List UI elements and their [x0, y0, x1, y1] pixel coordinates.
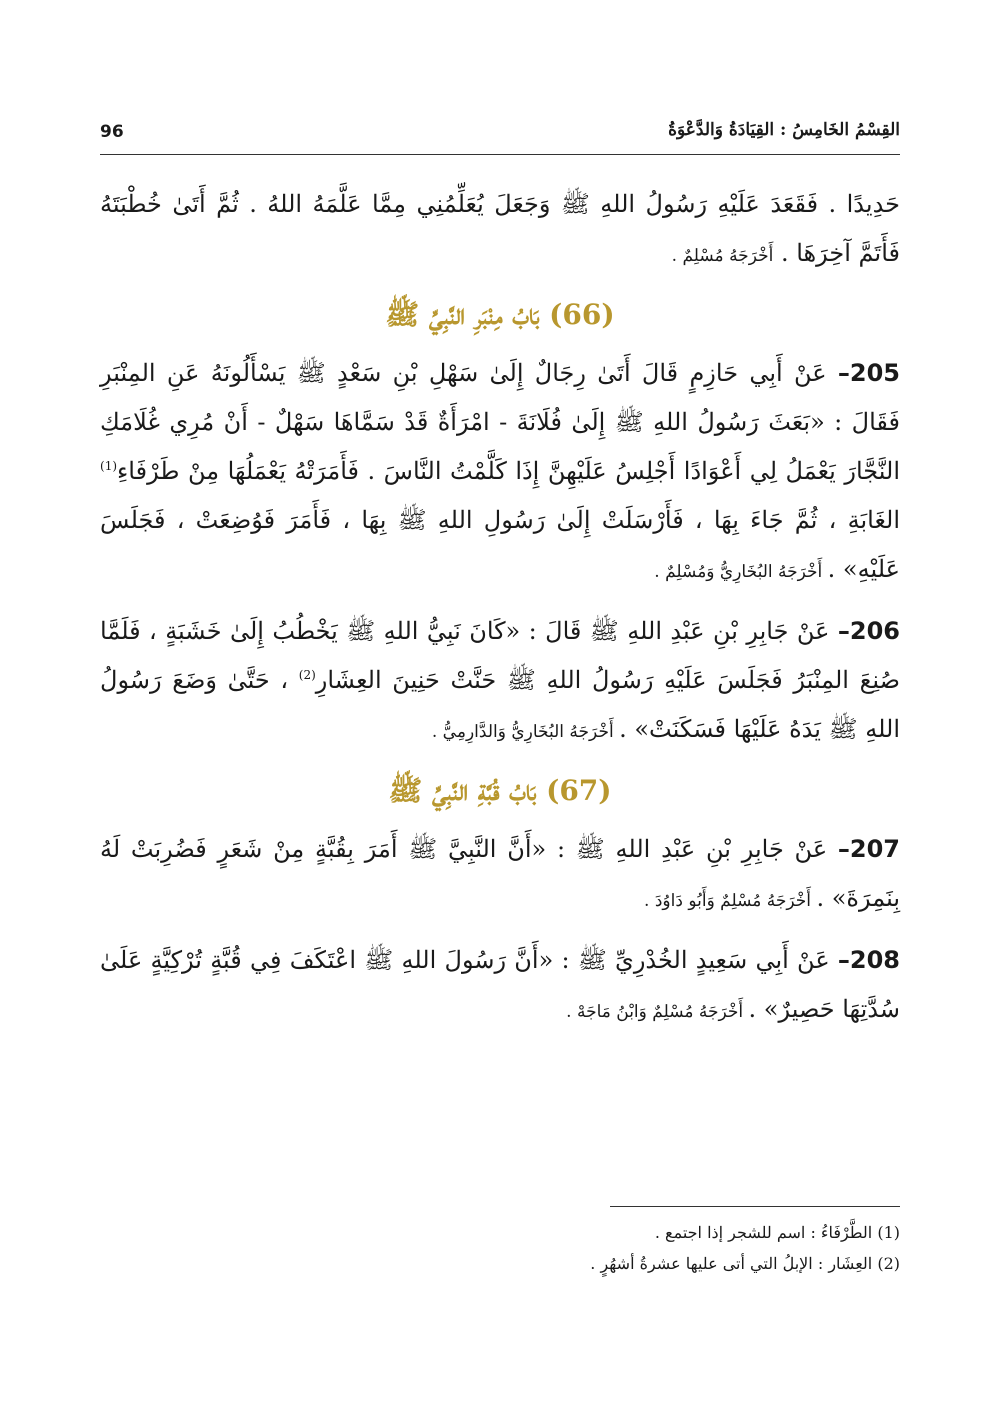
hadith-source: أَخْرَجَهُ البُخَارِيُّ وَمُسْلِمٌ .: [654, 562, 828, 582]
page-number: 96: [100, 122, 124, 142]
hadith-number: 205–: [837, 359, 900, 387]
hadith-number: 206–: [837, 617, 900, 645]
hadith-text: الغَابَةِ ، ثُمَّ جَاءَ بِهَا ، فَأَرْسَلَتْ إِلَىٰ رَسُولِ اللهِ ﷺ بِهَا ، فَأَمَرَ فَوُضِعَتْ ، فَجَلَسَ عَلَيْهِ» .: [100, 506, 900, 583]
intro-text: حَدِيدًا . فَقَعَدَ عَلَيْهِ رَسُولُ اللهِ ﷺ وَجَعَلَ يُعَلِّمُنِي مِمَّا عَلَّمَهُ اللهُ . ثُمَّ أَتَىٰ خُطْبَتَهُ فَأَتَمَّ آخِرَهَا .: [100, 190, 900, 267]
hadith-205: [100, 349, 900, 597]
hadith-text: ، حَتَّىٰ وَضَعَ رَسُولُ اللهِ ﷺ يَدَهُ عَلَيْهَا فَسَكَنَتْ» .: [100, 666, 900, 743]
footnote-ref[interactable]: (1): [100, 459, 118, 473]
hadith-207: [100, 825, 900, 926]
hadith-number: 208–: [837, 946, 900, 974]
hadith-source: أَخْرَجَهُ مُسْلِمٌ وَابْنُ مَاجَهْ .: [566, 1002, 749, 1022]
hadith-source: أَخْرَجَهُ البُخَارِيُّ وَالدَّارِمِيُّ .: [431, 722, 620, 742]
intro-paragraph: [100, 180, 900, 281]
section-heading-67: (67) بَابُ قُبَّةِ النَّبِيِّ ﷺ: [388, 774, 612, 807]
hadith-text: عَنْ جَابِرِ بْنِ عَبْدِ اللهِ ﷺ : «أَنَّ النَّبِيَّ ﷺ أَمَرَ بِقُبَّةٍ مِنْ شَعَرٍ فَضُرِبَتْ لَهُ بِنَمِرَةَ» .: [100, 835, 900, 912]
footnote-divider: [610, 1206, 900, 1207]
page-body: [100, 180, 900, 1047]
page-header: [100, 120, 900, 155]
footnote-1: (1) الطَّرْفَاءُ : اسم للشجر إذا اجتمع .: [654, 1223, 900, 1242]
hadith-source: أَخْرَجَهُ مُسْلِمٌ وَأَبُو دَاوُدَ .: [644, 891, 817, 911]
hadith-text: عَنْ جَابِرِ بْنِ عَبْدِ اللهِ ﷺ قَالَ : «كَانَ نَبِيُّ اللهِ ﷺ يَخْطُبُ إِلَىٰ خَشَبَةٍ ، فَلَمَّا صُنِعَ المِنْبَرُ فَجَلَسَ عَلَيْهِ رَسُولُ اللهِ ﷺ حَنَّتْ حَنِينَ العِشَارِ: [100, 617, 900, 694]
footnote-2: (2) العِشَار : الإبلُ التي أتى عليها عشرةُ أشهُرٍ .: [590, 1254, 900, 1273]
hadith-text: عَنْ أَبِي حَازِمٍ قَالَ أَتَىٰ رِجَالٌ إِلَىٰ سَهْلِ بْنِ سَعْدٍ ﷺ يَسْأَلُونَهُ عَنِ المِنْبَرِ فَقَالَ : «بَعَثَ رَسُولُ اللهِ ﷺ إِلَىٰ فُلَانَةَ - امْرَأَةٌ قَدْ سَمَّاهَا سَهْلٌ - أَنْ مُرِي غُلَامَكِ النَّجَّارَ يَعْمَلُ لِي أَعْوَادًا أَجْلِسُ عَلَيْهِنَّ إِذَا كَلَّمْتُ النَّاسَ . فَأَمَرَتْهُ يَعْمَلُهَا مِنْ طَرْفَاءِ: [100, 359, 900, 485]
hadith-208: [100, 936, 900, 1037]
intro-source: أَخْرَجَهُ مُسْلِمٌ .: [671, 246, 774, 266]
footnotes: [100, 1206, 900, 1279]
running-title: القِسْمُ الخَامِسُ : القِيَادَةُ وَالدَّعْوَةُ: [668, 120, 900, 140]
hadith-text: عَنْ أَبِي سَعِيدٍ الخُدْرِيِّ ﷺ : «أَنَّ رَسُولَ اللهِ ﷺ اعْتَكَفَ فِي قُبَّةٍ تُرْكِيَّةٍ عَلَىٰ سُدَّتِهَا حَصِيرٌ» .: [100, 946, 900, 1023]
hadith-206: [100, 607, 900, 757]
footnote-ref[interactable]: (2): [298, 668, 316, 682]
hadith-number: 207–: [837, 835, 900, 863]
section-heading-66: (66) بَابُ مِنْبَرِ النَّبِيِّ ﷺ: [385, 298, 615, 331]
